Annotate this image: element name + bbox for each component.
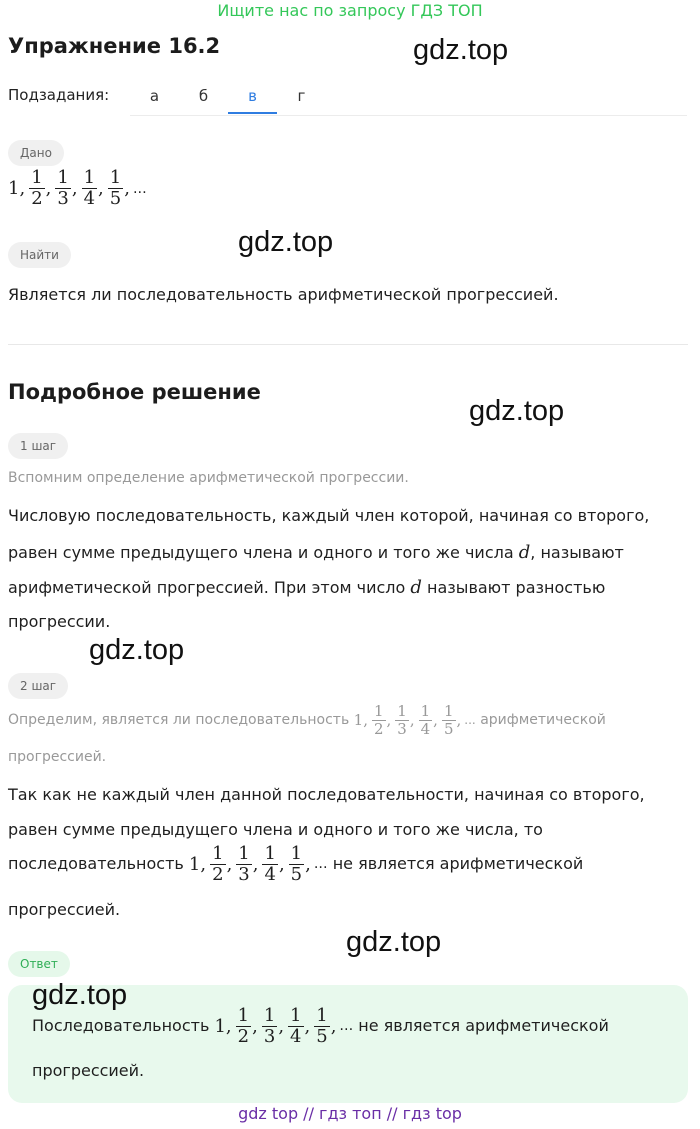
step1-line2: равен сумме предыдущего члена и одного и того же числа d, называют: [8, 542, 624, 563]
given-sequence: 1, $\frac{1}{2}$ , $\frac{1}{3}$ , $\frac{1}{4}$ , $\frac{1}{5}$ , ...: [8, 167, 147, 210]
step2-badge: 2 шаг: [8, 673, 68, 699]
find-badge: Найти: [8, 242, 71, 268]
fraction-term: $\frac{1}{2}$: [31, 167, 43, 210]
step2-hint: Определим, является ли последовательность 1, $\frac{1}{2}$ , $\frac{1}{3}$ , $\frac{1}{4}$ , $\frac{1}{5}$ , ... арифметической: [8, 702, 606, 738]
tabs-divider: [130, 115, 687, 116]
sequence-term: 1,: [8, 178, 26, 200]
tab-b[interactable]: б: [198, 87, 209, 105]
fraction-term: $\frac{1}{3}$: [57, 167, 69, 210]
sequence-ellipsis: ...: [464, 713, 476, 728]
step1-badge: 1 шаг: [8, 433, 68, 459]
watermark: gdz.top: [469, 395, 565, 427]
fraction-term: $\frac{1}{5}$: [109, 167, 122, 210]
tab-g[interactable]: г: [297, 87, 306, 105]
fraction-term: $\frac{1}{4}$: [290, 1005, 302, 1048]
promo-banner: Ищите нас по запросу ГДЗ ТОП: [217, 1, 483, 20]
answer-badge: Ответ: [8, 951, 70, 977]
tab-a[interactable]: а: [149, 87, 160, 105]
footer-links: gdz top // гдз топ // гдз top: [238, 1104, 462, 1123]
watermark: gdz.top: [346, 926, 442, 958]
step2-sequence: 1, $\frac{1}{2}$ , $\frac{1}{3}$ , $\frac{1}{4}$ , $\frac{1}{5}$ , ...: [188, 843, 328, 886]
fraction-term: $\frac{1}{2}$: [237, 1005, 250, 1048]
sequence-ellipsis: ...: [339, 1018, 354, 1035]
watermark: gdz.top: [32, 979, 128, 1011]
watermark: gdz.top: [89, 634, 185, 666]
step2-line1: Так как не каждый член данной последовательности, начиная со второго,: [8, 785, 645, 804]
sequence-ellipsis: ...: [313, 856, 328, 873]
solution-title: Подробное решение: [8, 380, 261, 404]
step2-hint-sequence: 1, $\frac{1}{2}$ , $\frac{1}{3}$ , $\frac{1}{4}$ , $\frac{1}{5}$ , ...: [353, 702, 476, 738]
exercise-title: Упражнение 16.2: [8, 34, 221, 58]
sequence-term: 1,: [214, 1015, 232, 1037]
fraction-term: $\frac{1}{5}$: [316, 1005, 328, 1048]
answer-sequence: 1, $\frac{1}{2}$ , $\frac{1}{3}$ , $\frac{1}{4}$ , $\frac{1}{5}$ , ...: [214, 1005, 354, 1048]
divider: [8, 344, 688, 345]
given-badge: Дано: [8, 140, 64, 166]
watermark: gdz.top: [413, 34, 509, 66]
fraction-term: $\frac{1}{2}$: [212, 843, 224, 886]
step2-line4: прогрессией.: [8, 900, 121, 919]
fraction-term: $\frac{1}{3}$: [397, 702, 407, 738]
fraction-term: $\frac{1}{2}$: [373, 702, 384, 738]
fraction-term: $\frac{1}{5}$: [290, 843, 303, 886]
step2-hint-cont: прогрессией.: [8, 749, 107, 765]
step1-line3: арифметической прогрессией. При этом число d называют разностью: [8, 577, 606, 598]
subtasks-label: Подзадания:: [8, 86, 110, 104]
fraction-term: $\frac{1}{4}$: [420, 702, 431, 738]
find-text: Является ли последовательность арифметической прогрессией.: [8, 285, 559, 304]
step1-line4: прогрессии.: [8, 612, 111, 631]
fraction-term: $\frac{1}{4}$: [264, 843, 276, 886]
fraction-term: $\frac{1}{5}$: [443, 702, 454, 738]
step1-line1: Числовую последовательность, каждый член которой, начиная со второго,: [8, 506, 650, 525]
tab-v[interactable]: в: [228, 80, 277, 114]
fraction-term: $\frac{1}{3}$: [238, 843, 250, 886]
answer-line1: Последовательность 1, $\frac{1}{2}$ , $\frac{1}{3}$ , $\frac{1}{4}$ , $\frac{1}{5}$ , ... не является арифметической: [32, 1005, 609, 1048]
sequence-term: 1,: [353, 711, 368, 730]
sequence-term: 1,: [188, 853, 207, 875]
subtasks-tabs: [130, 80, 326, 114]
fraction-term: $\frac{1}{4}$: [83, 167, 96, 210]
step1-hint: Вспомним определение арифметической прогрессии.: [8, 470, 409, 486]
step2-line3: последовательность 1, $\frac{1}{2}$ , $\frac{1}{3}$ , $\frac{1}{4}$ , $\frac{1}{5}$ , ... не является арифметической: [8, 843, 584, 886]
answer-line2: прогрессией.: [32, 1061, 145, 1080]
watermark: gdz.top: [238, 226, 334, 258]
step2-line2: равен сумме предыдущего члена и одного и того же числа, то: [8, 820, 543, 839]
sequence-ellipsis: ...: [132, 180, 147, 197]
fraction-term: $\frac{1}{3}$: [263, 1005, 276, 1048]
